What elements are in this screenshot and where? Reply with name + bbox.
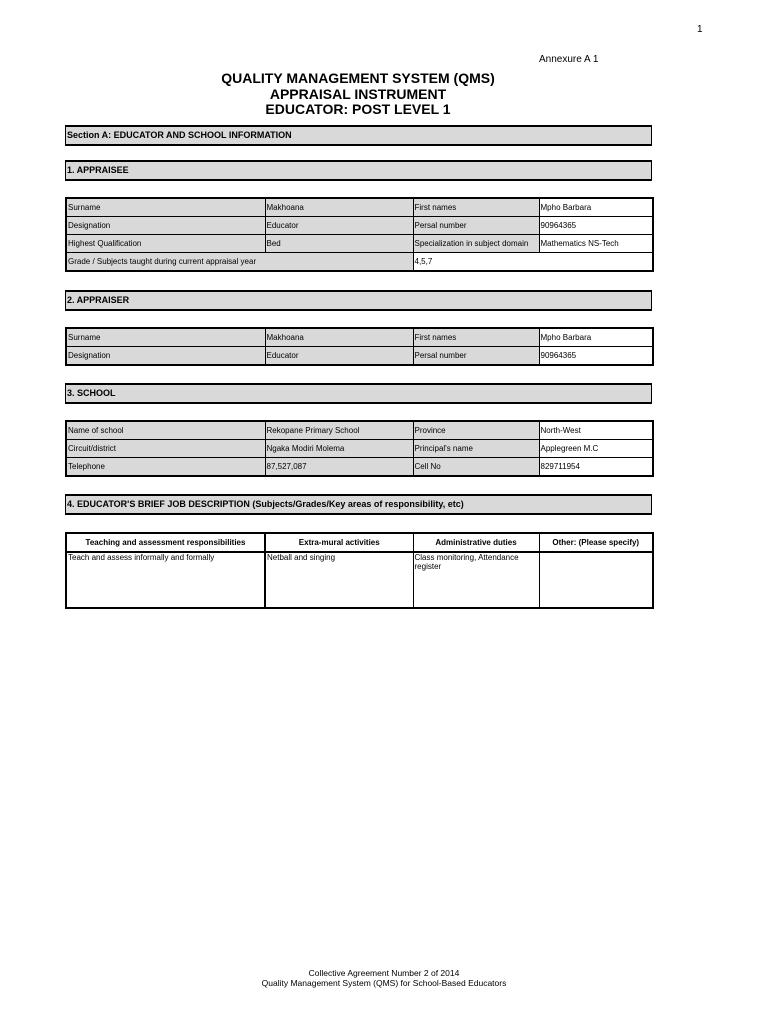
table-row xyxy=(66,253,653,272)
school-table xyxy=(65,420,654,477)
table-row xyxy=(66,217,653,235)
section-a-heading: Section A: EDUCATOR AND SCHOOL INFORMATION xyxy=(65,125,652,146)
page-footer xyxy=(0,968,768,988)
table-row xyxy=(66,198,653,217)
table-row xyxy=(66,440,653,458)
other-column-header: Other: (Please specify) xyxy=(539,533,653,552)
appraiser-surname-label: Surname xyxy=(66,328,265,347)
table-header-row xyxy=(66,533,653,552)
title-line-1: QUALITY MANAGEMENT SYSTEM (QMS) xyxy=(221,70,495,86)
table-row xyxy=(66,458,653,477)
appraiser-persal-label: Persal number xyxy=(413,347,539,366)
table-row xyxy=(66,421,653,440)
table-row xyxy=(66,347,653,366)
table-row xyxy=(66,552,653,608)
telephone-label: Telephone xyxy=(66,458,265,477)
appraiser-persal-value: 90964365 xyxy=(539,347,653,366)
appraisee-table xyxy=(65,197,654,272)
title-line-2: APPRAISAL INSTRUMENT xyxy=(269,85,447,102)
annexure-label: Annexure A 1 xyxy=(539,54,599,65)
footer-line-2: Quality Management System (QMS) for School-Based Educators xyxy=(261,978,507,988)
surname-value: Makhoana xyxy=(265,198,413,217)
telephone-value: 87,527,087 xyxy=(265,458,413,477)
appraiser-first-names-label: First names xyxy=(413,328,539,347)
school-name-label: Name of school xyxy=(66,421,265,440)
principal-value: Applegreen M.C xyxy=(539,440,653,458)
first-names-value: Mpho Barbara xyxy=(539,198,653,217)
qualification-label: Highest Qualification xyxy=(66,235,265,253)
job-description-table xyxy=(65,532,654,609)
footer-line-1: Collective Agreement Number 2 of 2014 xyxy=(308,968,460,978)
admin-value: Class monitoring, Attendance register xyxy=(413,552,539,608)
appraiser-surname-value: Makhoana xyxy=(265,328,413,347)
qualification-value: Bed xyxy=(265,235,413,253)
grades-label: Grade / Subjects taught during current appraisal year xyxy=(66,253,413,272)
designation-value: Educator xyxy=(265,217,413,235)
table-row xyxy=(66,235,653,253)
school-heading: 3. SCHOOL xyxy=(65,383,652,404)
cell-label: Cell No xyxy=(413,458,539,477)
persal-value: 90964365 xyxy=(539,217,653,235)
cell-value: 829711954 xyxy=(539,458,653,477)
specialization-value: Mathematics NS-Tech xyxy=(539,235,653,253)
appraiser-table xyxy=(65,327,654,366)
grades-value: 4,5,7 xyxy=(413,253,653,272)
designation-label: Designation xyxy=(66,217,265,235)
surname-label: Surname xyxy=(66,198,265,217)
appraiser-designation-value: Educator xyxy=(265,347,413,366)
principal-label: Principal's name xyxy=(413,440,539,458)
appraiser-heading: 2. APPRAISER xyxy=(65,290,652,311)
admin-column-header: Administrative duties xyxy=(413,533,539,552)
appraiser-designation-label: Designation xyxy=(66,347,265,366)
teaching-column-header: Teaching and assessment responsibilities xyxy=(66,533,265,552)
page-number: 1 xyxy=(697,24,703,35)
school-name-value: Rekopane Primary School xyxy=(265,421,413,440)
extramural-value: Netball and singing xyxy=(265,552,413,608)
title-line-3: EDUCATOR: POST LEVEL 1 xyxy=(265,101,451,117)
province-value: North-West xyxy=(539,421,653,440)
job-description-heading: 4. EDUCATOR'S BRIEF JOB DESCRIPTION (Subjects/Grades/Key areas of responsibility, etc) xyxy=(65,494,652,515)
district-value: Ngaka Modiri Molema xyxy=(265,440,413,458)
persal-label: Persal number xyxy=(413,217,539,235)
document-title xyxy=(0,71,716,118)
teaching-value: Teach and assess informally and formally xyxy=(66,552,265,608)
first-names-label: First names xyxy=(413,198,539,217)
other-value xyxy=(539,552,653,608)
appraisee-heading: 1. APPRAISEE xyxy=(65,160,652,181)
table-row xyxy=(66,328,653,347)
specialization-label: Specialization in subject domain xyxy=(413,235,539,253)
province-label: Province xyxy=(413,421,539,440)
district-label: Circuit/district xyxy=(66,440,265,458)
appraiser-first-names-value: Mpho Barbara xyxy=(539,328,653,347)
extramural-column-header: Extra-mural activities xyxy=(265,533,413,552)
